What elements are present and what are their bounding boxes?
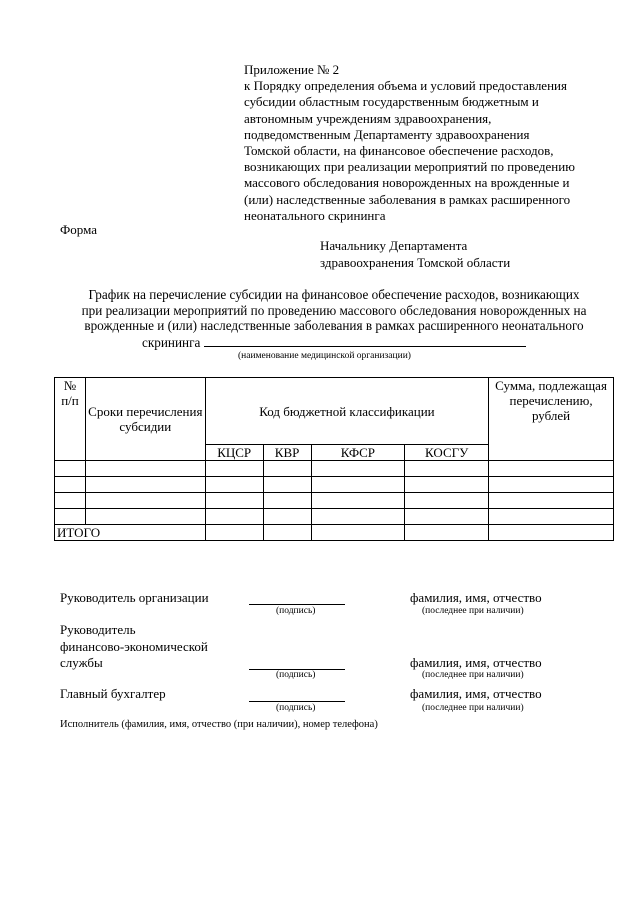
table-cell[interactable] xyxy=(205,461,263,477)
title-line: График на перечисление субсидии на финансовое обеспечение расходов, возникающих xyxy=(88,287,580,302)
table-cell[interactable] xyxy=(405,509,489,525)
subcolumn-header: КЦСР xyxy=(205,445,263,461)
table-row xyxy=(55,477,614,493)
title-line: при реализации мероприятий по проведению массового обследования новорожденных на xyxy=(81,302,587,318)
table-cell[interactable] xyxy=(405,525,489,541)
table-cell[interactable] xyxy=(85,493,205,509)
fio-label: фамилия, имя, отчество xyxy=(410,590,542,605)
signature-line-chief-accountant[interactable] xyxy=(249,700,345,702)
head-fin-label xyxy=(60,622,208,672)
addressee-line: здравоохранения Томской области xyxy=(320,255,511,270)
annex-line: Приложение № 2 xyxy=(244,62,340,77)
table-cell[interactable] xyxy=(489,461,614,477)
table-cell[interactable] xyxy=(85,461,205,477)
table-cell[interactable] xyxy=(55,493,86,509)
payment-schedule-table xyxy=(54,377,614,541)
table-cell[interactable] xyxy=(405,477,489,493)
title-line-last xyxy=(56,334,612,351)
subcolumn-header: КОСГУ xyxy=(405,445,489,461)
executor-label: Исполнитель (фамилия, имя, отчество (при наличии), номер телефона) xyxy=(60,719,378,730)
table-cell[interactable] xyxy=(205,509,263,525)
table-cell[interactable] xyxy=(489,477,614,493)
table-cell[interactable] xyxy=(311,461,405,477)
annex-line: возникающих при реализации мероприятий по проведению xyxy=(244,159,575,175)
table-cell[interactable] xyxy=(311,477,405,493)
table-total-row xyxy=(55,525,614,541)
table-cell[interactable] xyxy=(405,461,489,477)
chief-accountant-label: Главный бухгалтер xyxy=(60,686,166,701)
table-cell[interactable] xyxy=(489,493,614,509)
table-cell[interactable] xyxy=(263,525,311,541)
table-cell[interactable] xyxy=(263,509,311,525)
column-header-budget-code: Код бюджетной классификации xyxy=(205,378,488,445)
organization-caption: (наименование медицинской организации) xyxy=(238,351,411,361)
table-cell[interactable] xyxy=(311,509,405,525)
table-cell[interactable] xyxy=(263,477,311,493)
annex-line: Томской области, на финансовое обеспечение расходов, xyxy=(244,143,554,159)
head-fin-label-line: финансово-экономической xyxy=(60,638,208,654)
annex-line: (или) наследственные заболевания в рамках расширенного xyxy=(244,191,571,207)
table-cell[interactable] xyxy=(205,493,263,509)
annex-line: подведомственным Департаменту здравоохранения xyxy=(244,126,530,142)
form-label: Форма xyxy=(60,222,97,237)
table-cell[interactable] xyxy=(489,525,614,541)
total-label: ИТОГО xyxy=(55,525,206,541)
table-cell[interactable] xyxy=(263,493,311,509)
fio-label: фамилия, имя, отчество xyxy=(410,655,542,670)
fio-caption: (последнее при наличии) xyxy=(422,670,524,680)
table-cell[interactable] xyxy=(311,493,405,509)
annex-line: субсидии областным государственным бюджетным и xyxy=(244,94,539,110)
signature-line-head-org[interactable] xyxy=(249,603,345,605)
column-header-sum: Сумма, подлежащая перечислению, рублей xyxy=(489,378,614,461)
annex-line: автономным учреждениям здравоохранения, xyxy=(244,110,492,126)
fio-caption: (последнее при наличии) xyxy=(422,606,524,616)
table-cell[interactable] xyxy=(205,477,263,493)
table-cell[interactable] xyxy=(489,509,614,525)
head-org-label: Руководитель организации xyxy=(60,590,209,605)
table-cell[interactable] xyxy=(405,493,489,509)
table-cell[interactable] xyxy=(55,461,86,477)
table-cell[interactable] xyxy=(55,509,86,525)
annex-line: к Порядку определения объема и условий предоставления xyxy=(244,78,567,94)
document-title xyxy=(56,287,612,350)
signature-caption: (подпись) xyxy=(276,703,316,713)
organization-name-field[interactable] xyxy=(204,334,526,347)
head-fin-label-line: службы xyxy=(60,655,103,670)
title-line: скрининга xyxy=(142,334,201,350)
title-line: врожденные и (или) наследственные заболевания в рамках расширенного неонатального xyxy=(84,318,584,334)
table-row xyxy=(55,461,614,477)
subcolumn-header: КФСР xyxy=(311,445,405,461)
head-fin-label-line: Руководитель xyxy=(60,622,136,637)
table-cell[interactable] xyxy=(85,477,205,493)
column-header-number: № п/п xyxy=(55,378,86,461)
table-cell[interactable] xyxy=(85,509,205,525)
table-cell[interactable] xyxy=(55,477,86,493)
addressee-line: Начальнику Департамента xyxy=(320,238,468,253)
table-cell[interactable] xyxy=(311,525,405,541)
table-row xyxy=(55,493,614,509)
annex-line: неонатального скрининга xyxy=(244,207,386,223)
fio-label: фамилия, имя, отчество xyxy=(410,686,542,701)
table-cell[interactable] xyxy=(263,461,311,477)
subcolumn-header: КВР xyxy=(263,445,311,461)
annex-line: массового обследования новорожденных на врожденные и xyxy=(244,175,570,191)
fio-caption: (последнее при наличии) xyxy=(422,703,524,713)
column-header-dates: Сроки перечисления субсидии xyxy=(85,378,205,461)
table-row xyxy=(55,509,614,525)
signature-caption: (подпись) xyxy=(276,606,316,616)
table-cell[interactable] xyxy=(205,525,263,541)
addressee xyxy=(320,237,510,271)
annex-header xyxy=(244,62,624,224)
signature-caption: (подпись) xyxy=(276,670,316,680)
